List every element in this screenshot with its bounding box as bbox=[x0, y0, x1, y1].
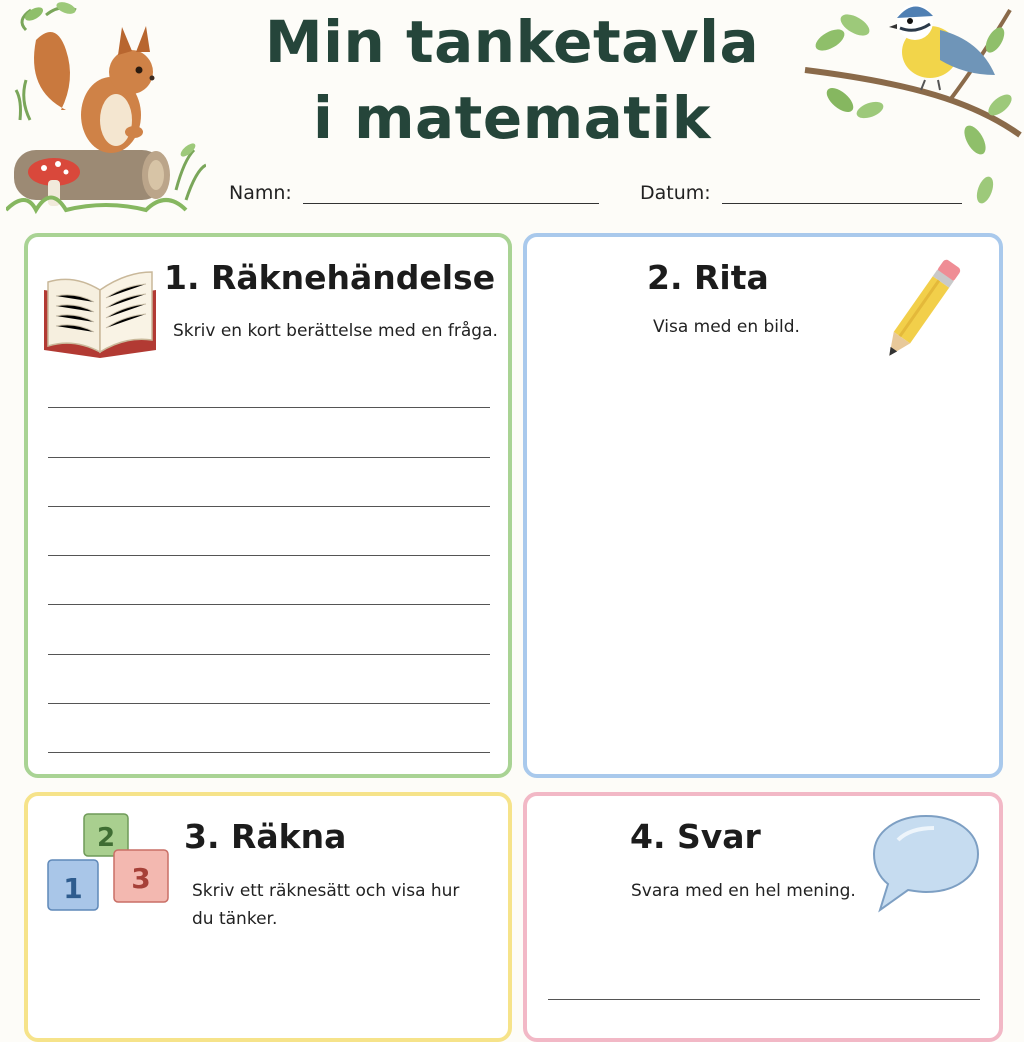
block-number-3: 3 bbox=[131, 862, 151, 895]
page-title: Min tanketavla bbox=[264, 8, 760, 76]
name-label: Namn: bbox=[229, 182, 292, 204]
drawing-area[interactable] bbox=[540, 365, 986, 760]
block-number-2: 2 bbox=[96, 823, 116, 853]
name-field[interactable] bbox=[303, 203, 599, 204]
writing-line[interactable] bbox=[48, 506, 490, 507]
panel-draw-instruction: Visa med en bild. bbox=[653, 317, 800, 337]
block-number-1: 1 bbox=[63, 872, 83, 905]
writing-line[interactable] bbox=[48, 457, 490, 458]
date-field[interactable] bbox=[722, 203, 962, 204]
writing-line[interactable] bbox=[48, 703, 490, 704]
panel-answer-instruction: Svara med en hel mening. bbox=[631, 881, 856, 901]
date-label: Datum: bbox=[640, 182, 711, 204]
panel-calculate-instruction-line1: Skriv ett räknesätt och visa hur bbox=[192, 881, 460, 901]
panel-draw-title: 2. Rita bbox=[647, 258, 769, 297]
pencil-icon bbox=[872, 252, 972, 367]
page-subtitle: i matematik bbox=[313, 84, 711, 152]
speech-bubble-icon bbox=[868, 810, 984, 914]
panel-story-instruction: Skriv en kort berättelse med en fråga. bbox=[173, 321, 498, 341]
writing-line[interactable] bbox=[48, 555, 490, 556]
writing-line[interactable] bbox=[48, 604, 490, 605]
answer-line[interactable] bbox=[548, 999, 980, 1000]
book-icon bbox=[40, 268, 160, 360]
writing-line[interactable] bbox=[48, 654, 490, 655]
writing-line[interactable] bbox=[48, 752, 490, 753]
number-blocks-icon bbox=[44, 808, 174, 918]
panel-calculate-title: 3. Räkna bbox=[184, 817, 347, 856]
panel-answer-title: 4. Svar bbox=[630, 817, 761, 856]
panel-story-title: 1. Räknehändelse bbox=[164, 258, 496, 297]
panel-calculate-instruction-line2: du tänker. bbox=[192, 909, 278, 929]
calculation-area[interactable] bbox=[40, 940, 496, 1020]
writing-line[interactable] bbox=[48, 407, 490, 408]
